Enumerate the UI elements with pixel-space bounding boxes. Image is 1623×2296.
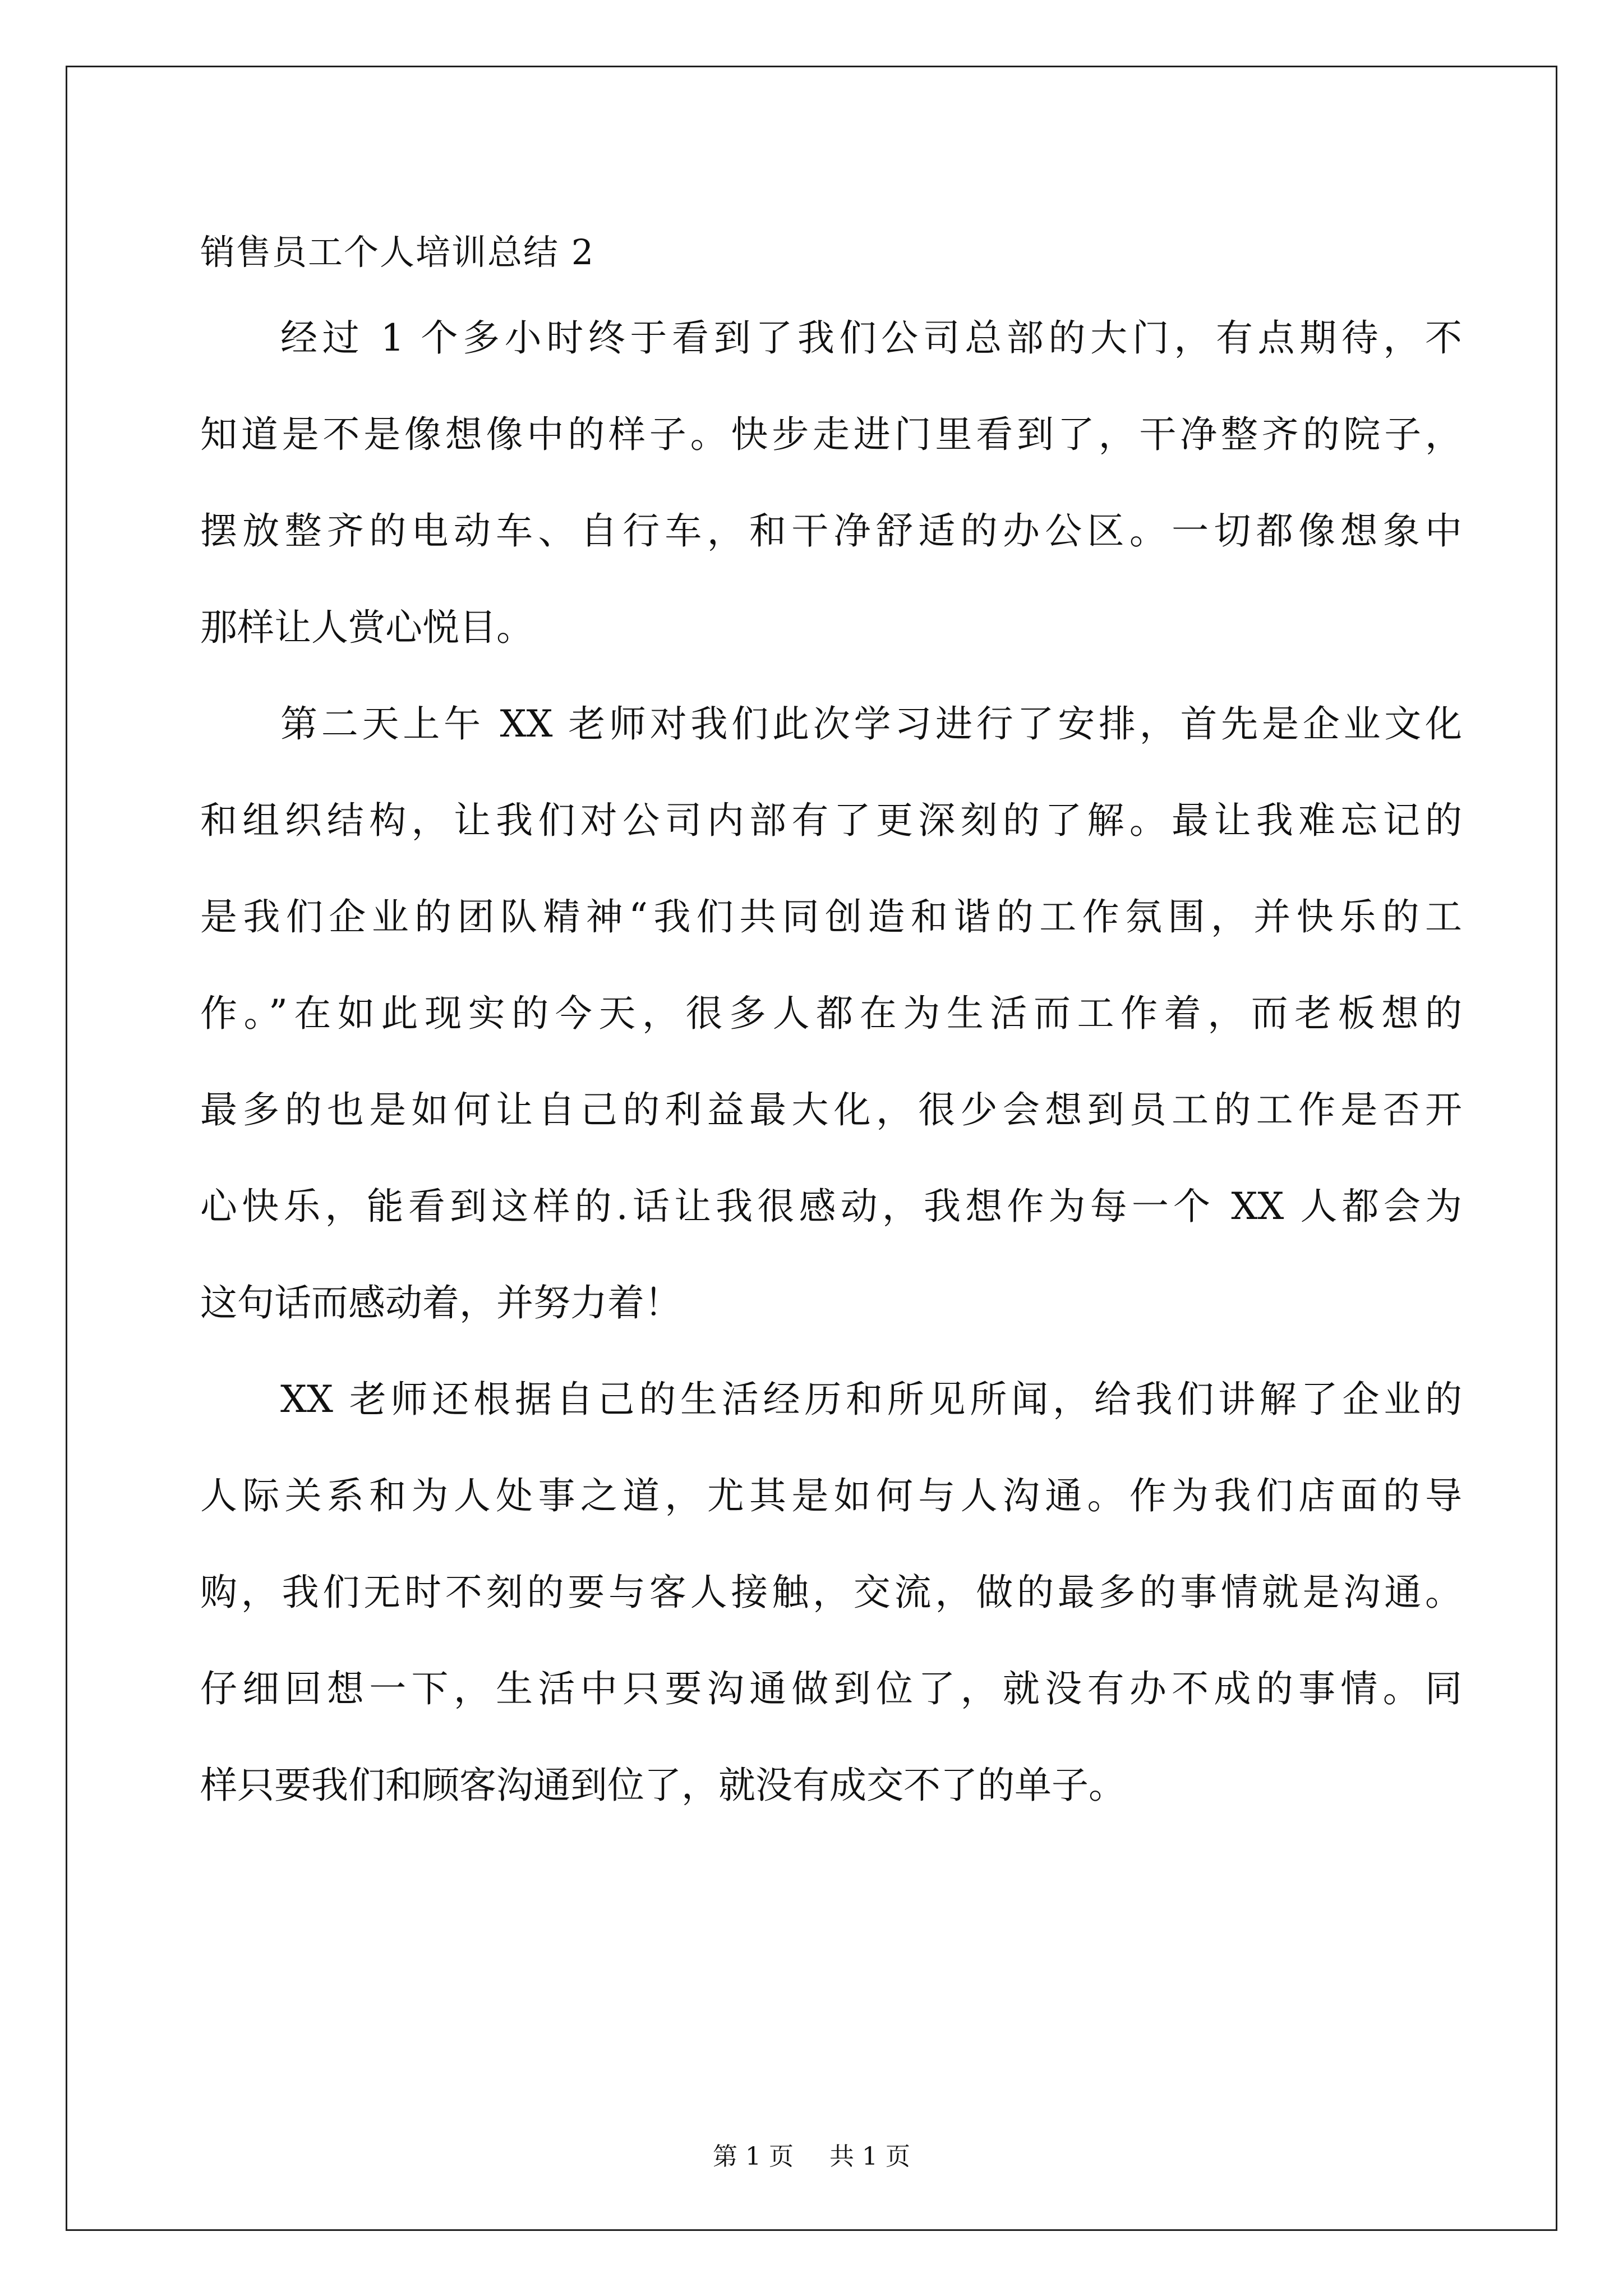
paragraph-2-line-3: 是我们企业的团队精神“我们共同创造和谐的工作氛围，并快乐的工 — [200, 895, 1462, 938]
page-number-total: 共 1 页 — [829, 2142, 910, 2171]
paragraph-1-line-1: 经过 1 个多小时终于看到了我们公司总部的大门，有点期待，不 — [280, 316, 1462, 360]
paragraph-3-line-5: 样只要我们和顾客沟通到位了，就没有成交不了的单子。 — [200, 1764, 1126, 1807]
paragraph-2-line-4: 作。”在如此现实的今天，很多人都在为生活而工作着，而老板想的 — [200, 992, 1462, 1035]
paragraph-3-line-4: 仔细回想一下，生活中只要沟通做到位了，就没有办不成的事情。同 — [200, 1667, 1462, 1710]
paragraph-1-line-3: 摆放整齐的电动车、自行车，和干净舒适的办公区。一切都像想象中 — [200, 509, 1462, 553]
paragraph-3-line-2: 人际关系和为人处事之道，尤其是如何与人沟通。作为我们店面的导 — [200, 1474, 1462, 1517]
paragraph-3-line-3: 购，我们无时不刻的要与客人接触，交流，做的最多的事情就是沟通。 — [200, 1571, 1462, 1614]
page-footer — [0, 2140, 1623, 2174]
page-border — [66, 66, 1557, 2231]
paragraph-2-line-7: 这句话而感动着，并努力着！ — [200, 1281, 681, 1324]
document-title: 销售员工个人培训总结 2 — [200, 232, 595, 273]
paragraph-2-line-1: 第二天上午 XX 老师对我们此次学习进行了安排，首先是企业文化 — [280, 702, 1462, 746]
paragraph-1-line-2: 知道是不是像想像中的样子。快步走进门里看到了，干净整齐的院子， — [200, 413, 1462, 456]
paragraph-2-line-5: 最多的也是如何让自己的利益最大化，很少会想到员工的工作是否开 — [200, 1088, 1462, 1131]
paragraph-1-line-4: 那样让人赏心悦目。 — [200, 606, 533, 649]
paragraph-2-line-2: 和组织结构，让我们对公司内部有了更深刻的了解。最让我难忘记的 — [200, 799, 1462, 842]
page-number-current: 第 1 页 — [713, 2142, 794, 2171]
paragraph-3-line-1: XX 老师还根据自己的生活经历和所见所闻，给我们讲解了企业的 — [280, 1378, 1462, 1421]
paragraph-2-line-6: 心快乐，能看到这样的.话让我很感动，我想作为每一个 XX 人都会为 — [200, 1185, 1462, 1228]
